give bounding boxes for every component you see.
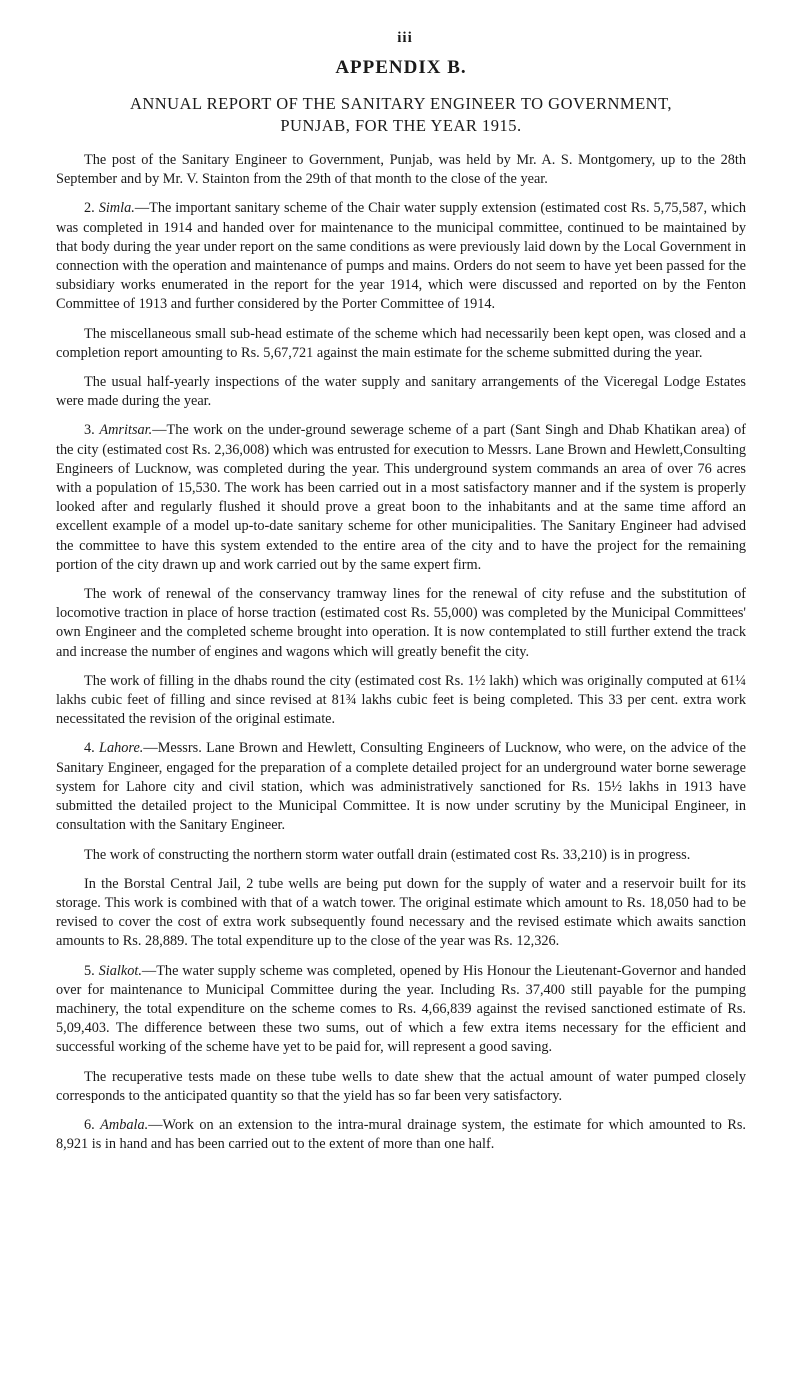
page-number: iii: [397, 30, 413, 46]
paragraph-8-lahore: 4. Lahore.—Messrs. Lane Brown and Hewlett, Consulting Engineers of Lucknow, who were, on the advice of the Sanitary Engineer, engaged for the preparation of a complete detailed project for an underground water borne sewerage system for Lahore city and civil station, which was administratively sanctioned for Rs. 15½ lakhs in 1913 have submitted the detailed project to the Municipal Committee. It is now under scrutiny by the Municipal Engineer, in consultation with the Sanitary Engineer.: [56, 740, 746, 834]
report-title-line-1: ANNUAL REPORT OF THE SANITARY ENGINEER TO GOVERNMENT,: [129, 94, 673, 113]
document-page: [56, 30, 746, 1164]
paragraph-4: The usual half-yearly inspections of the water supply and sanitary arrangements of the Viceregal Lodge Estates were made during the year.: [56, 374, 746, 410]
paragraph-3: The miscellaneous small sub-head estimate of the scheme which had necessarily been kept open, was closed and a completion report amounting to Rs. 5,67,721 against the main estimate for the scheme submitted during the year.: [56, 325, 746, 361]
paragraph-2-simla: 2. Simla.—The important sanitary scheme of the Chair water supply extension (estimated cost Rs. 5,75,587, which was completed in 1914 and handed over for maintenance to the municipal committee, continued to be maintained by that body during the year under report on the same conditions as were previously laid down by the Local Government in connection with the operation and maintenance of pumps and mains. Orders do not seem to have yet been passed for the subsidiary works enumerated in the report for the year 1914, which were discussed and reported on by the Fenton Committee of 1913 and further considered by the Porter Committee of 1914.: [56, 200, 746, 313]
appendix-heading: APPENDIX B.: [335, 57, 467, 78]
paragraph-7: The work of filling in the dhabs round the city (estimated cost Rs. 1½ lakh) which was originally computed at 61¼ lakhs cubic feet of filling and since revised at 81¾ lakhs cubic feet is being completed. This 33 per cent. extra work necessitated the revision of the original estimate.: [56, 672, 746, 728]
paragraph-10: In the Borstal Central Jail, 2 tube wells are being put down for the supply of water and a reservoir built for its storage. This work is combined with that of a watch tower. The original estimate which amount to Rs. 18,050 had to be revised to cover the cost of extra work subsequently found necessary and the revised estimate which awaits sanction amounts to Rs. 28,889. The total expenditure up to the close of the year was Rs. 12,326.: [56, 875, 746, 950]
paragraph-1: The post of the Sanitary Engineer to Government, Punjab, was held by Mr. A. S. Montgomery, up to the 28th September and by Mr. V. Stainton from the 29th of that month to the close of the year.: [56, 152, 746, 188]
paragraph-9: The work of constructing the northern storm water outfall drain (estimated cost Rs. 33,210) is in progress.: [84, 846, 691, 863]
paragraph-11-sialkot: 5. Sialkot.—The water supply scheme was completed, opened by His Honour the Lieutenant-Governor and handed over for maintenance to Municipal Committee during the year. Including Rs. 37,400 still payable for the pumping machinery, the total expenditure on the scheme comes to Rs. 4,66,839 against the revised sanctioned estimate of Rs. 5,09,403. The difference between these two sums, out of which a few extra items necessary for the efficient and successful working of the scheme have yet to be paid for, will represent a good saving.: [56, 962, 746, 1056]
report-title-line-2: PUNJAB, FOR THE YEAR 1915.: [280, 116, 522, 135]
paragraph-12: The recuperative tests made on these tube wells to date shew that the actual amount of water pumped closely corresponds to the anticipated quantity so that the yield has so far been very satisfactory.: [56, 1068, 746, 1104]
paragraph-5-amritsar: 3. Amritsar.—The work on the under-ground sewerage scheme of a part (Sant Singh and Dhab Khatikan area) of the city (estimated cost Rs. 2,36,008) which was entrusted for execution to Messrs. Lane Brown and Hewlett,Consulting Engineers of Lucknow, was completed during the year. This underground system commands an area of over 76 acres with a population of 15,530. The work has been carried out in a most satisfactory manner and if the system is properly looked after and regularly flushed it should prove a great boon to the inhabitants and at the same time afford an excellent example of a model up-to-date sanitary scheme for other municipalities. The Sanitary Engineer had advised the committee to have this system extended to the entire area of the city and to have the project for the remaining portion of the city drawn up and work carried out by the same expert firm.: [56, 422, 747, 573]
paragraph-6: The work of renewal of the conservancy tramway lines for the renewal of city refuse and the substitution of locomotive traction in place of horse traction (estimated cost Rs. 55,000) was completed by the Municipal Committees' own Engineer and the completed scheme brought into operation. It is now contemplated to still further extend the track and increase the number of engines and wagons which will greatly benefit the city.: [56, 586, 746, 660]
report-title: [56, 93, 746, 137]
paragraph-13-ambala: 6. Ambala.—Work on an extension to the intra-mural drainage system, the estimate for which amounted to Rs. 8,921 is in hand and has been carried out to the extent of more than one half.: [56, 1116, 747, 1153]
